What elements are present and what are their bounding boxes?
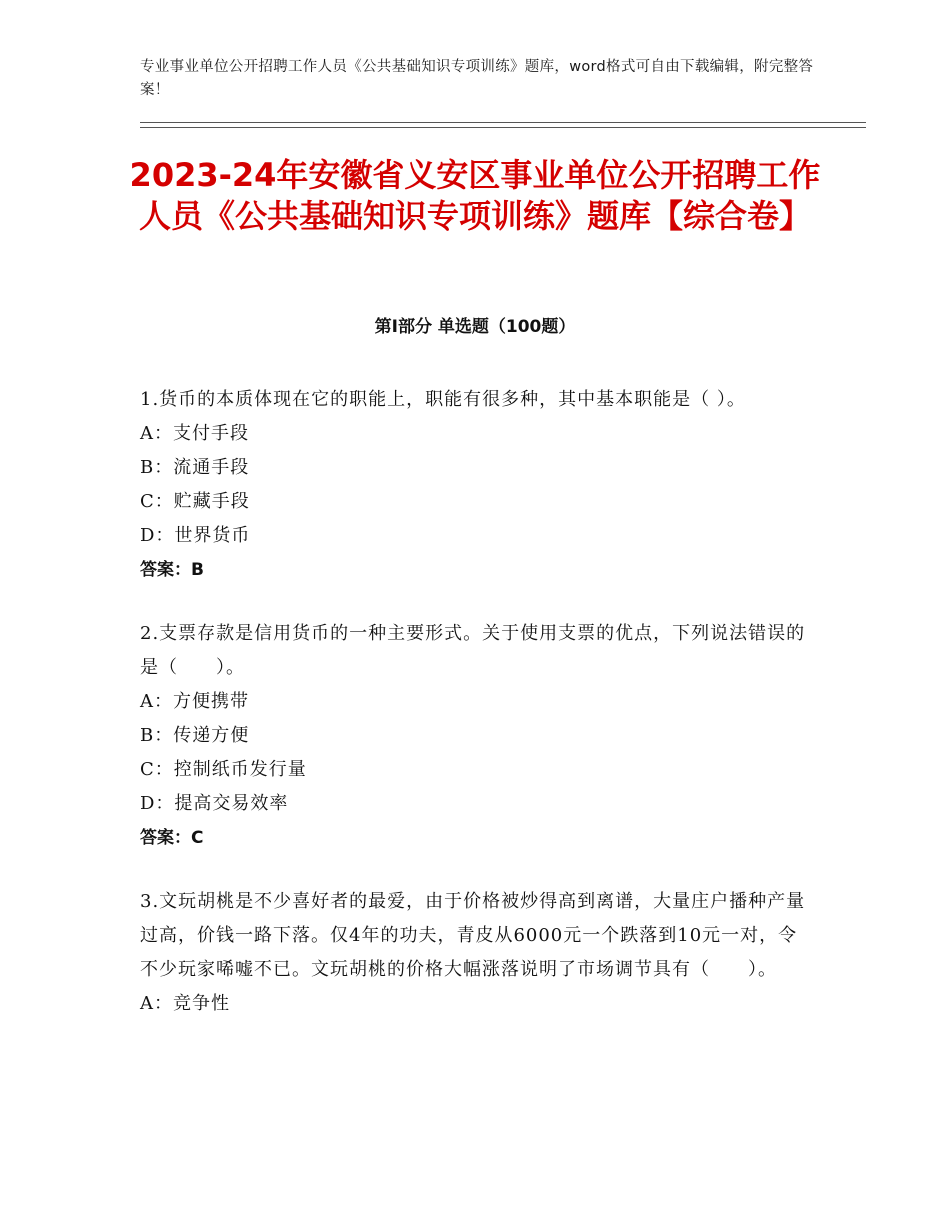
option-c: C：贮藏手段 <box>140 491 250 512</box>
page-title: 2023-24年安徽省义安区事业单位公开招聘工作人员《公共基础知识专项训练》题库【综合卷】 <box>129 156 821 235</box>
option-a: A：支付手段 <box>140 423 249 444</box>
option-b: B：流通手段 <box>140 457 250 478</box>
option-d: D：世界货币 <box>140 525 251 546</box>
header-rule-top <box>140 122 866 123</box>
option-a: A：方便携带 <box>140 691 249 712</box>
question-3 <box>140 885 810 1021</box>
option-c: C：控制纸币发行量 <box>140 759 307 780</box>
option-a: A：竞争性 <box>140 993 230 1014</box>
question-1 <box>140 383 810 587</box>
question-stem: 3.文玩胡桃是不少喜好者的最爱，由于价格被炒得高到离谱，大量庄户播种产量过高，价钱一路下落。仅4年的功夫，青皮从6000元一个跌落到10元一对，令不少玩家唏嘘不已。文玩胡桃的价格大幅涨落说明了市场调节具有（ ）。 <box>140 891 806 980</box>
answer-line: 答案：B <box>140 560 204 580</box>
section-heading: 第Ⅰ部分 单选题（100题） <box>374 317 576 337</box>
question-2 <box>140 617 810 855</box>
question-list <box>140 383 810 1051</box>
header-rule-bottom <box>140 127 866 128</box>
answer-line: 答案：C <box>140 828 204 848</box>
question-stem: 1.货币的本质体现在它的职能上，职能有很多种，其中基本职能是（ ）。 <box>140 389 746 410</box>
option-b: B：传递方便 <box>140 725 250 746</box>
option-d: D：提高交易效率 <box>140 793 289 814</box>
question-stem: 2.支票存款是信用货币的一种主要形式。关于使用支票的优点，下列说法错误的是（ ）。 <box>140 623 806 678</box>
header-note: 专业事业单位公开招聘工作人员《公共基础知识专项训练》题库，word格式可自由下载编辑，附完整答案！ <box>140 59 814 98</box>
